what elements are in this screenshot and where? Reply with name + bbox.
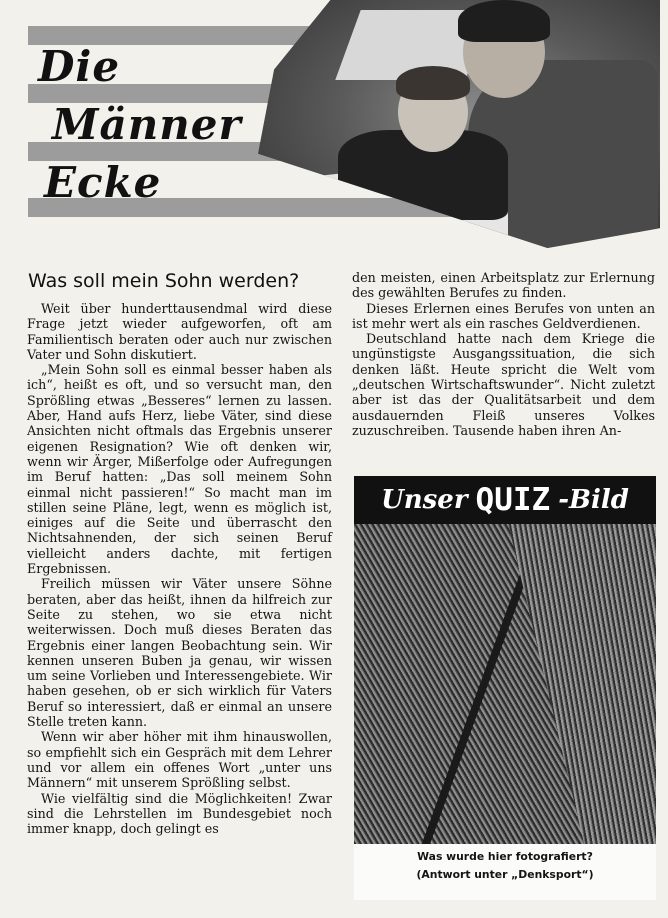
quiz-banner-prefix: Unser [381,485,468,515]
article-column-right [352,270,655,438]
paragraph: Wenn wir aber höher mit ihm hinauswollen, so empfiehlt sich ein Gespräch mit dem Lehrer und vor allem ein offenes Wort „unter uns Männern“ mit unserem Sprößling selbst. [27,729,332,791]
quiz-banner [354,476,656,524]
quiz-banner-suffix: -Bild [558,485,629,515]
quiz-photo [354,524,656,844]
header [0,0,668,262]
header-title-line-3: Ecke [44,158,162,207]
quiz-banner-word: QUIZ [475,482,551,518]
paragraph: Deutschland hatte nach dem Kriege die ungünstigste Ausgangssituation, die sich denken läßt. Heute spricht die Welt vom „deutschen Wirtschaftswunder“. Nicht zuletzt aber ist das der Qualitätsarbeit und dem ausdauernden Fleiß unseres Volkes zuzuschreiben. Tausende haben ihren An- [352,331,655,438]
article-column-left [27,301,332,836]
paragraph: Dieses Erlernen eines Berufes von unten an ist mehr wert als ein rasches Geldverdienen. [352,300,655,331]
photo-boy-hair [396,66,470,100]
quiz-caption-answer-hint: (Antwort unter „Denksport“) [416,868,594,881]
photo-father-hair [458,0,550,42]
header-title-line-2: Männer [52,100,242,149]
quiz-box [354,476,656,900]
paragraph: den meisten, einen Arbeitsplatz zur Erlernung des gewählten Berufes zu finden. [352,270,655,301]
paragraph: Wie vielfältig sind die Möglichkeiten! Zwar sind die Lehrstellen im Bundesgebiet noch immer knapp, doch gelingt es [27,790,332,837]
quiz-caption-question: Was wurde hier fotografiert? [417,850,593,863]
article-title: Was soll mein Sohn werden? [28,270,300,292]
paragraph: Freilich müssen wir Väter unsere Söhne beraten, aber das heißt, ihnen da hilfreich zur Seite zu stehen, wo sie etwa nicht weiterwissen. Doch muß dieses Beraten das Ergebnis einer langen Beobachtung sein. Wir kennen unseren Buben ja genau, wir wissen um seine Vorlieben und Interessengebiete. Wir haben gesehen, ob er sich wirklich für Vaters Beruf so interessiert, daß er einmal an unsere Stelle treten kann. [27,576,332,730]
paragraph: „Mein Sohn soll es einmal besser haben als ich“, heißt es oft, und so versucht man, den Sprößling etwas „Besseres“ lernen zu lassen. Aber, Hand aufs Herz, liebe Väter, sind diese Ansichten nicht oftmals das Ergebnis unserer eigenen Resignation? Wie oft denken wir, wenn wir Ärger, Mißerfolge oder Aufregungen im Beruf hatten: „Das soll meinem Sohn einmal nicht passieren!“ So macht man im stillen seine Pläne, legt, wenn es möglich ist, einiges auf die Seite und überrascht den Nichtsahnenden, der sich seinen Beruf vielleicht anders dachte, mit fertigen Ergebnissen. [27,362,332,577]
quiz-caption [354,848,656,884]
quiz-photo-texture [474,524,656,844]
paragraph: Weit über hunderttausendmal wird diese Frage jetzt wieder aufgeworfen, oft am Familientisch beraten oder auch nur zwischen Vater und Sohn diskutiert. [27,301,332,362]
header-title-line-1: Die [38,42,121,91]
